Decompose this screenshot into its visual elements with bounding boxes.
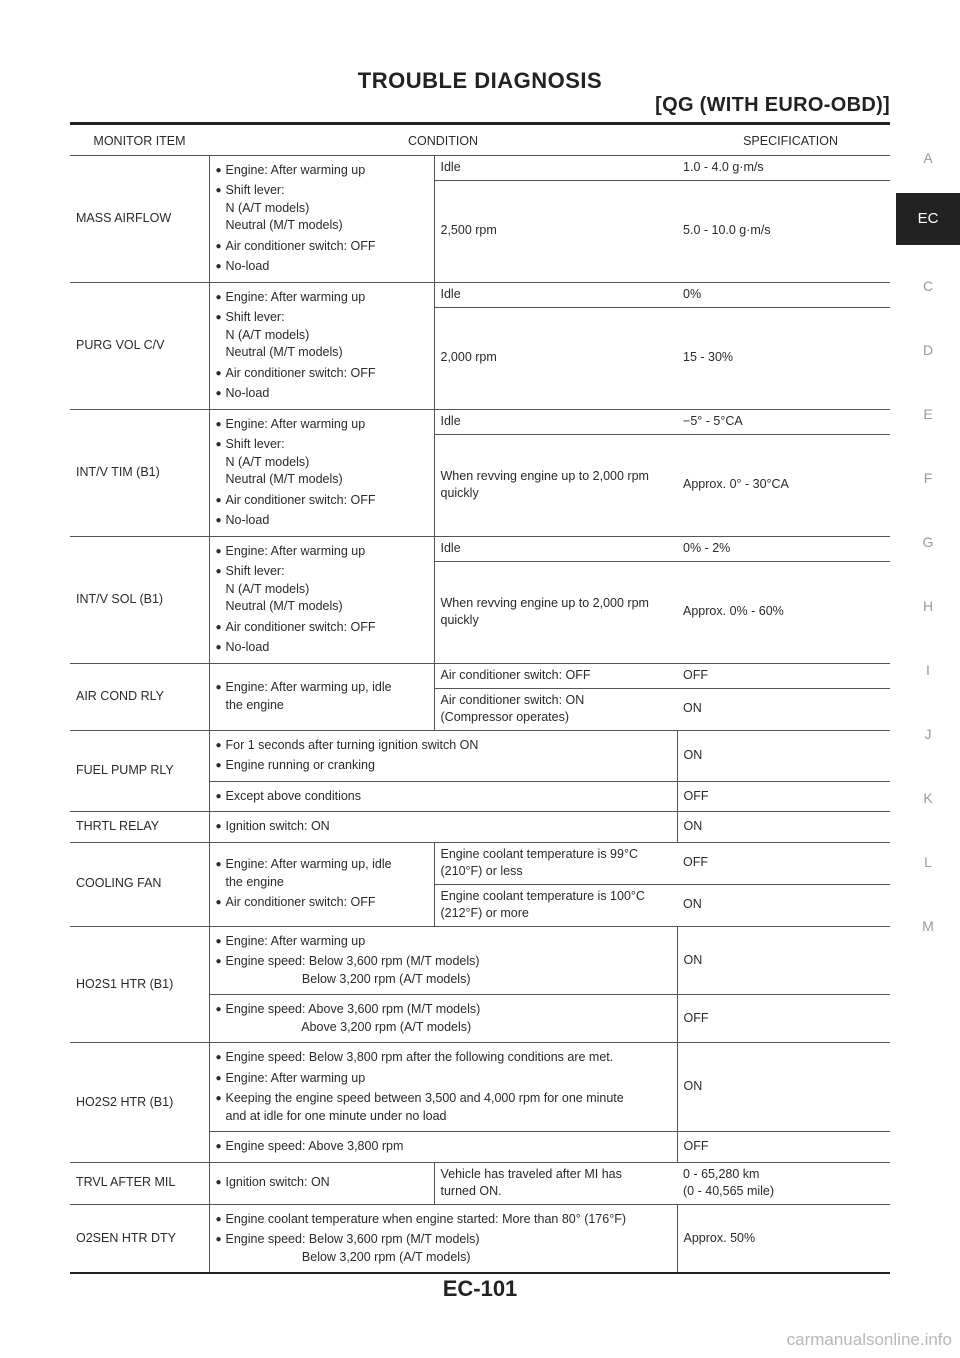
bullet-item: ● Engine speed: Above 3,600 rpm (M/T models) Above 3,200 rpm (A/T models) <box>215 1002 481 1034</box>
bullet-icon: ● <box>215 164 222 176</box>
specification-value: ON <box>677 926 890 995</box>
condition-bullets <box>209 282 434 409</box>
specification-value: ON <box>677 730 890 781</box>
table-row <box>70 926 890 995</box>
sub-condition: Air conditioner switch: OFF <box>434 663 677 688</box>
header-specification: SPECIFICATION <box>743 134 839 148</box>
specification-value: Approx. 50% <box>677 1204 890 1273</box>
specification-value: ON <box>677 688 890 730</box>
monitor-item: THRTL RELAY <box>70 812 209 843</box>
bullet-icon: ● <box>215 545 222 557</box>
bullet-icon: ● <box>215 1141 222 1152</box>
bullet-icon: ● <box>215 897 222 909</box>
bullet-item: ● Engine: After warming up <box>216 543 428 561</box>
bullet-icon: ● <box>215 682 222 693</box>
bullet-icon: ● <box>215 367 222 379</box>
bullet-icon: ● <box>215 956 222 967</box>
bullet-item: ● No-load <box>216 639 428 657</box>
sub-condition: Idle <box>434 282 677 307</box>
bullet-item: ● Keeping the engine speed between 3,500 and 4,000 rpm for one minute and at idle for one minute under no load <box>215 1091 624 1123</box>
sub-condition: Idle <box>434 409 677 434</box>
monitor-item: PURG VOL C/V <box>70 282 209 409</box>
sub-condition: Idle <box>434 155 677 180</box>
table-row <box>70 409 890 434</box>
monitor-item: INT/V TIM (B1) <box>70 409 209 536</box>
section-tab-e[interactable]: E <box>923 406 933 422</box>
section-tab-i[interactable]: I <box>926 662 930 678</box>
bullet-item: ● Engine running or cranking <box>216 757 671 775</box>
condition-bullets <box>209 1162 434 1204</box>
bullet-item: ● Shift lever: N (A/T models) Neutral (M/T models) <box>215 183 343 232</box>
bullet-icon: ● <box>215 1234 222 1245</box>
condition-bullets <box>209 536 434 663</box>
section-tab-h[interactable]: H <box>922 598 934 614</box>
monitor-item: HO2S2 HTR (B1) <box>70 1043 209 1163</box>
section-tab-c[interactable]: C <box>922 278 934 294</box>
sub-condition: 2,500 rpm <box>434 180 677 282</box>
condition-bullets <box>209 663 434 730</box>
bullet-item: ● Engine: After warming up <box>216 162 428 180</box>
bullet-item: ● Engine: After warming up <box>216 933 671 951</box>
bullet-icon: ● <box>215 185 222 196</box>
condition-bullets <box>209 842 434 926</box>
bullet-icon: ● <box>215 739 222 751</box>
bullet-item: ● Ignition switch: ON <box>216 1174 428 1192</box>
specification-value: OFF <box>677 663 890 688</box>
bullet-item: ● Air conditioner switch: OFF <box>216 238 428 256</box>
page-title: TROUBLE DIAGNOSIS <box>357 68 603 93</box>
bullet-item: ● No-load <box>216 512 428 530</box>
specification-value: 0 - 65,280 km (0 - 40,565 mile) <box>677 1162 890 1204</box>
section-tab-m[interactable]: M <box>922 918 934 934</box>
specification-value: 1.0 - 4.0 g·m/s <box>677 155 890 180</box>
bullet-item: ● Engine: After warming up, idle the engine <box>215 857 392 889</box>
header-condition: CONDITION <box>407 134 479 148</box>
condition-bullets <box>209 812 677 843</box>
section-tab-k[interactable]: K <box>923 790 933 806</box>
bullet-icon: ● <box>215 240 222 252</box>
bullet-item: ● No-load <box>216 385 428 403</box>
bullet-item: ● Engine speed: Below 3,800 rpm after the following conditions are met. <box>216 1049 671 1067</box>
condition-bullets <box>209 926 677 995</box>
page-number: EC-101 <box>442 1276 518 1301</box>
sub-condition: Idle <box>434 536 677 561</box>
table-row <box>70 1043 890 1132</box>
bullet-item: ● Shift lever: N (A/T models) Neutral (M/T models) <box>215 437 343 486</box>
bullet-item: ● Engine speed: Below 3,600 rpm (M/T models) Below 3,200 rpm (A/T models) <box>215 954 480 986</box>
bullet-item: ● Air conditioner switch: OFF <box>216 894 428 912</box>
monitor-item: FUEL PUMP RLY <box>70 730 209 812</box>
watermark: carmanualsonline.info <box>786 1330 952 1349</box>
sub-condition: When revving engine up to 2,000 rpm quickly <box>434 434 677 536</box>
bullet-item: ● For 1 seconds after turning ignition switch ON <box>216 737 671 755</box>
bullet-item: ● Engine coolant temperature when engine started: More than 80° (176°F) <box>216 1211 671 1229</box>
specification-value: OFF <box>677 1132 890 1163</box>
table-row <box>70 842 890 884</box>
specification-value: Approx. 0° - 30°CA <box>677 434 890 536</box>
monitor-item: AIR COND RLY <box>70 663 209 730</box>
table-row <box>70 730 890 781</box>
sub-condition: Engine coolant temperature is 99°C (210°F) or less <box>434 842 677 884</box>
monitor-spec-table <box>70 129 890 1274</box>
bullet-item: ● Air conditioner switch: OFF <box>216 492 428 510</box>
bullet-item: ● Air conditioner switch: OFF <box>216 619 428 637</box>
monitor-item: MASS AIRFLOW <box>70 155 209 282</box>
section-tab-f[interactable]: F <box>923 470 933 486</box>
section-tab-l[interactable]: L <box>924 854 932 870</box>
table-row <box>70 812 890 843</box>
table-row <box>70 1204 890 1273</box>
specification-value: −5° - 5°CA <box>677 409 890 434</box>
bullet-item: ● Shift lever: N (A/T models) Neutral (M/T models) <box>215 310 343 359</box>
condition-bullets <box>209 155 434 282</box>
bullet-item: ● Shift lever: N (A/T models) Neutral (M/T models) <box>215 564 343 613</box>
condition-bullets <box>209 1132 677 1163</box>
sub-condition: Vehicle has traveled after MI has turned ON. <box>434 1162 677 1204</box>
monitor-item: INT/V SOL (B1) <box>70 536 209 663</box>
condition-bullets <box>209 995 677 1043</box>
bullet-icon: ● <box>215 291 222 303</box>
bullet-icon: ● <box>215 1093 222 1104</box>
sub-condition: When revving engine up to 2,000 rpm quickly <box>434 561 677 663</box>
specification-value: OFF <box>677 995 890 1043</box>
bullet-icon: ● <box>215 821 222 832</box>
bullet-icon: ● <box>215 494 222 506</box>
bullet-icon: ● <box>215 1177 222 1189</box>
specification-value: 5.0 - 10.0 g·m/s <box>677 180 890 282</box>
bullet-item: ● Engine speed: Above 3,800 rpm <box>216 1138 671 1156</box>
section-tab-j[interactable]: J <box>924 726 932 742</box>
monitor-item: O2SEN HTR DTY <box>70 1204 209 1273</box>
condition-bullets <box>209 409 434 536</box>
condition-bullets <box>209 730 677 781</box>
bullet-icon: ● <box>215 760 222 771</box>
bullet-item: ● Engine: After warming up <box>216 289 428 307</box>
bullet-icon: ● <box>215 1004 222 1015</box>
bullet-icon: ● <box>215 439 222 450</box>
table-header-row <box>70 129 890 155</box>
section-tab-ec[interactable]: EC <box>896 193 960 245</box>
page-subtitle: [QG (WITH EURO-OBD)] <box>655 94 890 116</box>
bullet-icon: ● <box>215 515 222 526</box>
condition-bullets <box>209 781 677 812</box>
bullet-icon: ● <box>215 790 222 802</box>
monitor-item: HO2S1 HTR (B1) <box>70 926 209 1043</box>
bullet-icon: ● <box>215 621 222 633</box>
bullet-icon: ● <box>215 261 222 272</box>
bullet-icon: ● <box>215 1072 222 1084</box>
bullet-icon: ● <box>215 1213 222 1225</box>
header-monitor-item: MONITOR ITEM <box>93 134 186 148</box>
sub-condition: Air conditioner switch: ON (Compressor operates) <box>434 688 677 730</box>
bullet-icon: ● <box>215 642 222 653</box>
bullet-icon: ● <box>215 418 222 430</box>
bullet-icon: ● <box>215 1052 222 1063</box>
table-row <box>70 1162 890 1204</box>
specification-value: ON <box>677 884 890 926</box>
table-row <box>70 536 890 561</box>
bullet-item: ● Except above conditions <box>216 788 671 806</box>
table-row <box>70 663 890 688</box>
sub-condition: Engine coolant temperature is 100°C (212°F) or more <box>434 884 677 926</box>
bullet-item: ● Ignition switch: ON <box>216 818 671 836</box>
specification-value: ON <box>677 1043 890 1132</box>
specification-value: Approx. 0% - 60% <box>677 561 890 663</box>
condition-bullets <box>209 1204 677 1273</box>
monitor-item: COOLING FAN <box>70 842 209 926</box>
bullet-icon: ● <box>215 388 222 399</box>
section-tab-a[interactable]: A <box>923 150 933 166</box>
bullet-item: ● Air conditioner switch: OFF <box>216 365 428 383</box>
specification-value: 0% - 2% <box>677 536 890 561</box>
monitor-item: TRVL AFTER MIL <box>70 1162 209 1204</box>
specification-value: ON <box>677 812 890 843</box>
bullet-icon: ● <box>215 859 222 871</box>
bullet-item: ● Engine speed: Below 3,600 rpm (M/T models) Below 3,200 rpm (A/T models) <box>215 1232 480 1264</box>
specification-value: 0% <box>677 282 890 307</box>
bullet-icon: ● <box>215 935 222 947</box>
bullet-item: ● No-load <box>216 258 428 276</box>
bullet-item: ● Engine: After warming up, idle the engine <box>215 680 392 712</box>
bullet-icon: ● <box>215 312 222 323</box>
specification-value: OFF <box>677 781 890 812</box>
table-row <box>70 155 890 180</box>
specification-value: 15 - 30% <box>677 307 890 409</box>
specification-value: OFF <box>677 842 890 884</box>
bullet-icon: ● <box>215 566 222 577</box>
bullet-item: ● Engine: After warming up <box>216 1070 671 1088</box>
section-tab-g[interactable]: G <box>922 534 934 550</box>
section-tab-d[interactable]: D <box>922 342 934 358</box>
header-rule <box>70 122 890 125</box>
condition-bullets <box>209 1043 677 1132</box>
sub-condition: 2,000 rpm <box>434 307 677 409</box>
table-row <box>70 282 890 307</box>
bullet-item: ● Engine: After warming up <box>216 416 428 434</box>
